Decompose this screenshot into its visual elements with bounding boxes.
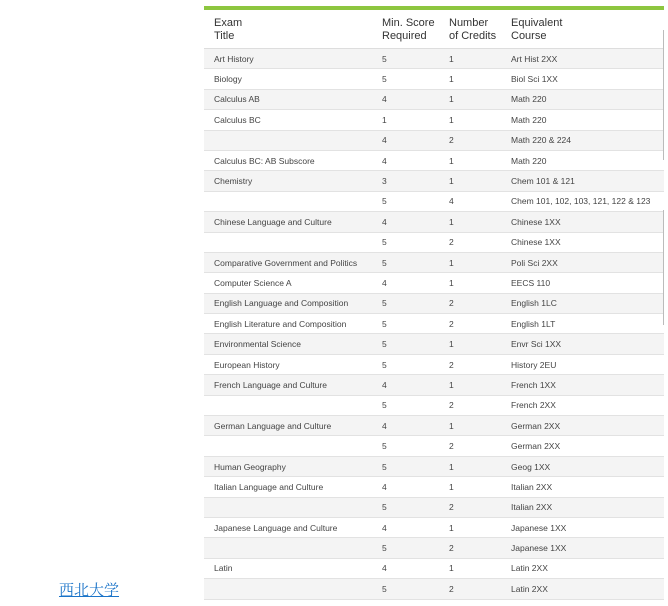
cell-min-score: 4 — [372, 89, 439, 109]
cell-exam-title: Biology — [204, 69, 372, 89]
cell-credits: 2 — [439, 232, 501, 252]
cell-equivalent-course: Italian 2XX — [501, 497, 664, 517]
cell-credits: 4 — [439, 191, 501, 211]
cell-exam-title: Japanese Language and Culture — [204, 517, 372, 537]
header-exam-title: Exam Title — [204, 10, 372, 49]
cell-equivalent-course: Italian 2XX — [501, 477, 664, 497]
cell-min-score: 5 — [372, 354, 439, 374]
table-row — [204, 130, 664, 150]
cell-min-score: 1 — [372, 110, 439, 130]
table-row — [204, 69, 664, 89]
scroll-edge-line — [663, 30, 664, 160]
cell-min-score: 4 — [372, 517, 439, 537]
cell-credits: 2 — [439, 395, 501, 415]
cell-exam-title: Art History — [204, 49, 372, 69]
cell-credits: 1 — [439, 110, 501, 130]
cell-equivalent-course: Japanese 1XX — [501, 538, 664, 558]
cell-equivalent-course: English 1LC — [501, 293, 664, 313]
cell-equivalent-course: Chinese 1XX — [501, 232, 664, 252]
table-row — [204, 212, 664, 232]
table-row — [204, 395, 664, 415]
cell-exam-title: European History — [204, 354, 372, 374]
cell-credits: 1 — [439, 375, 501, 395]
cell-min-score: 4 — [372, 416, 439, 436]
cell-credits: 2 — [439, 293, 501, 313]
cell-credits: 1 — [439, 69, 501, 89]
table-row — [204, 538, 664, 558]
cell-credits: 2 — [439, 130, 501, 150]
cell-credits: 2 — [439, 354, 501, 374]
cell-equivalent-course: German 2XX — [501, 416, 664, 436]
header-equivalent-course: Equivalent Course — [501, 10, 664, 49]
table-row — [204, 89, 664, 109]
table-row — [204, 314, 664, 334]
cell-min-score: 3 — [372, 171, 439, 191]
cell-exam-title: Calculus BC: AB Subscore — [204, 150, 372, 170]
cell-equivalent-course: Poli Sci 2XX — [501, 252, 664, 272]
cell-exam-title — [204, 436, 372, 456]
cell-exam-title: Calculus BC — [204, 110, 372, 130]
cell-credits: 1 — [439, 171, 501, 191]
cell-credits: 1 — [439, 334, 501, 354]
cell-exam-title: Comparative Government and Politics — [204, 252, 372, 272]
cell-credits: 1 — [439, 416, 501, 436]
cell-exam-title — [204, 497, 372, 517]
cell-credits: 1 — [439, 477, 501, 497]
cell-exam-title — [204, 395, 372, 415]
table-row — [204, 375, 664, 395]
cell-exam-title — [204, 579, 372, 599]
cell-equivalent-course: Chem 101 & 121 — [501, 171, 664, 191]
cell-equivalent-course: Math 220 & 224 — [501, 130, 664, 150]
table-row — [204, 456, 664, 476]
cell-min-score: 5 — [372, 456, 439, 476]
table-row — [204, 558, 664, 578]
cell-equivalent-course: Chem 101, 102, 103, 121, 122 & 123 — [501, 191, 664, 211]
cell-exam-title: Human Geography — [204, 456, 372, 476]
cell-equivalent-course: Japanese 1XX — [501, 517, 664, 537]
cell-equivalent-course: EECS 110 — [501, 273, 664, 293]
cell-equivalent-course: Math 220 — [501, 89, 664, 109]
cell-credits: 1 — [439, 517, 501, 537]
cell-min-score: 5 — [372, 579, 439, 599]
cell-min-score: 4 — [372, 212, 439, 232]
cell-equivalent-course: French 2XX — [501, 395, 664, 415]
scroll-edge-line — [663, 210, 664, 325]
cell-exam-title: Chemistry — [204, 171, 372, 191]
table-row — [204, 477, 664, 497]
cell-exam-title: Environmental Science — [204, 334, 372, 354]
cell-exam-title: German Language and Culture — [204, 416, 372, 436]
cell-exam-title: Computer Science A — [204, 273, 372, 293]
cell-credits: 1 — [439, 150, 501, 170]
table-row — [204, 416, 664, 436]
table-row — [204, 171, 664, 191]
table-body — [204, 49, 664, 600]
cell-exam-title: Latin — [204, 558, 372, 578]
cell-min-score: 5 — [372, 436, 439, 456]
cell-exam-title — [204, 191, 372, 211]
cell-exam-title: Chinese Language and Culture — [204, 212, 372, 232]
cell-equivalent-course: Chinese 1XX — [501, 212, 664, 232]
cell-exam-title: Calculus AB — [204, 89, 372, 109]
cell-min-score: 5 — [372, 232, 439, 252]
cell-equivalent-course: Envr Sci 1XX — [501, 334, 664, 354]
cell-min-score: 5 — [372, 69, 439, 89]
header-credits: Number of Credits — [439, 10, 501, 49]
cell-equivalent-course: Biol Sci 1XX — [501, 69, 664, 89]
cell-equivalent-course: Math 220 — [501, 150, 664, 170]
cell-credits: 1 — [439, 49, 501, 69]
table-row — [204, 293, 664, 313]
cell-credits: 2 — [439, 314, 501, 334]
table-row — [204, 436, 664, 456]
cell-min-score: 5 — [372, 252, 439, 272]
cell-exam-title — [204, 232, 372, 252]
table-row — [204, 517, 664, 537]
cell-min-score: 4 — [372, 273, 439, 293]
cell-equivalent-course: Latin 2XX — [501, 558, 664, 578]
table-row — [204, 191, 664, 211]
table-row — [204, 232, 664, 252]
cell-equivalent-course: Geog 1XX — [501, 456, 664, 476]
cell-exam-title — [204, 130, 372, 150]
cell-equivalent-course: History 2EU — [501, 354, 664, 374]
cell-credits: 2 — [439, 579, 501, 599]
cell-min-score: 5 — [372, 395, 439, 415]
cell-min-score: 5 — [372, 334, 439, 354]
cell-credits: 1 — [439, 252, 501, 272]
cell-min-score: 4 — [372, 477, 439, 497]
cell-min-score: 5 — [372, 293, 439, 313]
cell-equivalent-course: English 1LT — [501, 314, 664, 334]
cell-equivalent-course: Art Hist 2XX — [501, 49, 664, 69]
cell-min-score: 4 — [372, 375, 439, 395]
table-row — [204, 49, 664, 69]
cell-credits: 1 — [439, 89, 501, 109]
footer-university-link[interactable]: 西北大学 — [59, 581, 120, 599]
cell-min-score: 4 — [372, 150, 439, 170]
cell-credits: 2 — [439, 538, 501, 558]
table-row — [204, 150, 664, 170]
cell-min-score: 5 — [372, 497, 439, 517]
ap-credit-table-container — [204, 6, 664, 600]
cell-min-score: 4 — [372, 130, 439, 150]
cell-exam-title: English Literature and Composition — [204, 314, 372, 334]
cell-credits: 1 — [439, 558, 501, 578]
cell-min-score: 5 — [372, 538, 439, 558]
cell-min-score: 5 — [372, 191, 439, 211]
cell-equivalent-course: Latin 2XX — [501, 579, 664, 599]
table-row — [204, 273, 664, 293]
cell-credits: 1 — [439, 456, 501, 476]
cell-equivalent-course: German 2XX — [501, 436, 664, 456]
table-row — [204, 334, 664, 354]
cell-exam-title: English Language and Composition — [204, 293, 372, 313]
cell-exam-title: French Language and Culture — [204, 375, 372, 395]
header-min-score: Min. Score Required — [372, 10, 439, 49]
table-row — [204, 354, 664, 374]
table-header-row — [204, 10, 664, 49]
cell-credits: 1 — [439, 273, 501, 293]
cell-equivalent-course: French 1XX — [501, 375, 664, 395]
table-row — [204, 497, 664, 517]
cell-exam-title — [204, 538, 372, 558]
table-row — [204, 252, 664, 272]
table-row — [204, 110, 664, 130]
cell-min-score: 4 — [372, 558, 439, 578]
table-row — [204, 579, 664, 599]
cell-credits: 2 — [439, 436, 501, 456]
cell-min-score: 5 — [372, 314, 439, 334]
cell-credits: 1 — [439, 212, 501, 232]
cell-credits: 2 — [439, 497, 501, 517]
cell-exam-title: Italian Language and Culture — [204, 477, 372, 497]
ap-credit-table — [204, 10, 664, 600]
cell-equivalent-course: Math 220 — [501, 110, 664, 130]
cell-min-score: 5 — [372, 49, 439, 69]
